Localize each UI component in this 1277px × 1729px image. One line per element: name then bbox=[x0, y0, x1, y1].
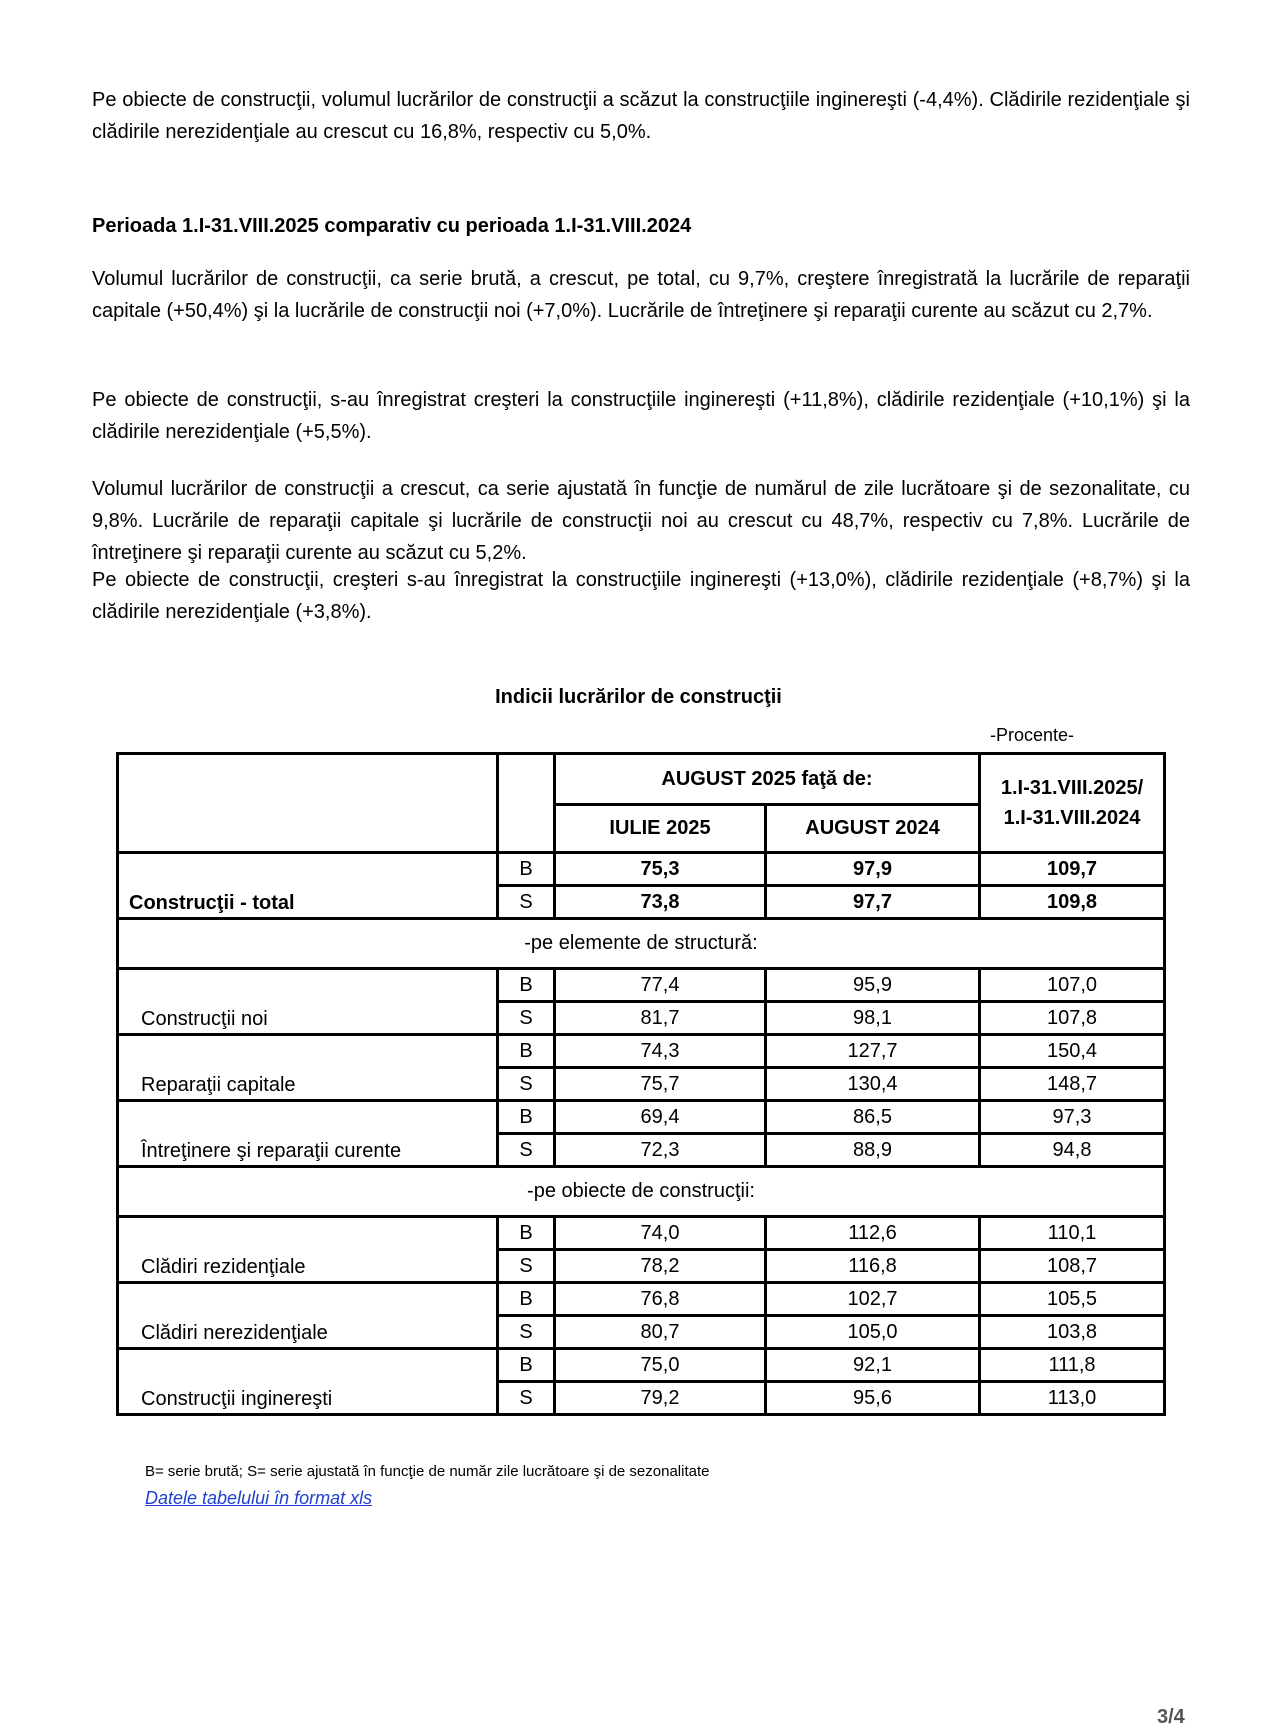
series-s: S bbox=[498, 1002, 555, 1035]
series-b: B bbox=[498, 853, 555, 886]
header-august-2024: AUGUST 2024 bbox=[766, 805, 980, 853]
cell-value: 79,2 bbox=[555, 1382, 766, 1415]
table-row bbox=[118, 1217, 1165, 1250]
table-row bbox=[118, 1101, 1165, 1134]
series-b: B bbox=[498, 1349, 555, 1382]
cell-value: 73,8 bbox=[555, 886, 766, 919]
cell-value: 150,4 bbox=[980, 1035, 1165, 1068]
cell-value: 98,1 bbox=[766, 1002, 980, 1035]
paragraph-adjusted-series: Volumul lucrărilor de construcţii a crescut, ca serie ajustată în funcţie de numărul de zile lucrătoare şi de sezonalitate, cu 9,8%. Lucrările de reparaţii capitale şi lucrările de construcţii noi au crescut cu 48,7%, respectiv cu 7,8%. Lucrările de întreţinere şi reparaţii curente au scăzut cu 5,2%. bbox=[92, 478, 1190, 564]
cell-value: 102,7 bbox=[766, 1283, 980, 1316]
cell-value: 72,3 bbox=[555, 1134, 766, 1167]
series-b: B bbox=[498, 1101, 555, 1134]
row-label-capitale: Reparaţii capitale bbox=[118, 1035, 498, 1101]
section-objects: -pe obiecte de construcţii: bbox=[118, 1167, 1165, 1217]
section-row bbox=[118, 919, 1165, 969]
paragraph-objects-adjusted: Pe obiecte de construcţii, creşteri s-au înregistrat la construcţiile inginereşti (+13,0%), clădirile rezidenţiale (+8,7%) şi la clădirile nerezidenţiale (+3,8%). bbox=[92, 569, 1190, 623]
cell-value: 103,8 bbox=[980, 1316, 1165, 1349]
cell-value: 148,7 bbox=[980, 1068, 1165, 1101]
cell-value: 97,3 bbox=[980, 1101, 1165, 1134]
cell-value: 75,7 bbox=[555, 1068, 766, 1101]
series-s: S bbox=[498, 1068, 555, 1101]
series-b: B bbox=[498, 1283, 555, 1316]
series-s: S bbox=[498, 1250, 555, 1283]
cell-value: 111,8 bbox=[980, 1349, 1165, 1382]
row-label-rezidentiale: Clădiri rezidenţiale bbox=[118, 1217, 498, 1283]
table-header-row bbox=[118, 754, 1165, 805]
series-s: S bbox=[498, 1382, 555, 1415]
paragraph-raw-series: Volumul lucrărilor de construcţii, ca serie brută, a crescut, pe total, cu 9,7%, creştere înregistrată la lucrările de reparaţii capitale (+50,4%) şi la lucrările de construcţii noi (+7,0%). Lucrările de întreţinere şi reparaţii curente au scăzut cu 2,7%. bbox=[92, 268, 1190, 322]
table-row bbox=[118, 969, 1165, 1002]
paragraph-objects-raw: Pe obiecte de construcţii, s-au înregistrat creşteri la construcţiile inginereşti (+11,8%), clădirile rezidenţiale (+10,1%) şi la clădirile nerezidenţiale (+5,5%). bbox=[92, 389, 1190, 443]
cell-value: 75,0 bbox=[555, 1349, 766, 1382]
series-s: S bbox=[498, 1316, 555, 1349]
section-heading-period: Perioada 1.I-31.VIII.2025 comparativ cu perioada 1.I-31.VIII.2024 bbox=[92, 215, 692, 237]
table-row bbox=[118, 1035, 1165, 1068]
series-b: B bbox=[498, 1035, 555, 1068]
cell-value: 113,0 bbox=[980, 1382, 1165, 1415]
cell-value: 86,5 bbox=[766, 1101, 980, 1134]
row-label-noi: Construcţii noi bbox=[118, 969, 498, 1035]
cell-value: 94,8 bbox=[980, 1134, 1165, 1167]
header-empty-label bbox=[118, 754, 498, 853]
page-number: 3/4 bbox=[1157, 1706, 1185, 1728]
header-iulie-2025: IULIE 2025 bbox=[555, 805, 766, 853]
series-s: S bbox=[498, 1134, 555, 1167]
row-label-intretinere: Întreţinere şi reparaţii curente bbox=[118, 1101, 498, 1167]
series-s: S bbox=[498, 886, 555, 919]
cell-value: 76,8 bbox=[555, 1283, 766, 1316]
cell-value: 127,7 bbox=[766, 1035, 980, 1068]
cell-value: 69,4 bbox=[555, 1101, 766, 1134]
header-cumulative: 1.I-31.VIII.2025/ 1.I-31.VIII.2024 bbox=[980, 754, 1165, 853]
cell-value: 95,9 bbox=[766, 969, 980, 1002]
section-row bbox=[118, 1167, 1165, 1217]
row-label-nerezidentiale: Clădiri nerezidenţiale bbox=[118, 1283, 498, 1349]
cell-value: 110,1 bbox=[980, 1217, 1165, 1250]
cell-value: 108,7 bbox=[980, 1250, 1165, 1283]
xls-download-link[interactable]: Datele tabelului în format xls bbox=[145, 1488, 373, 1508]
row-label-ingineresti: Construcţii inginereşti bbox=[118, 1349, 498, 1415]
table-unit: -Procente- bbox=[990, 725, 1075, 745]
header-empty-series bbox=[498, 754, 555, 853]
table-title: Indicii lucrărilor de construcţii bbox=[495, 686, 782, 708]
cell-value: 105,0 bbox=[766, 1316, 980, 1349]
cell-value: 92,1 bbox=[766, 1349, 980, 1382]
cell-value: 107,0 bbox=[980, 969, 1165, 1002]
cell-value: 78,2 bbox=[555, 1250, 766, 1283]
cell-value: 107,8 bbox=[980, 1002, 1165, 1035]
construction-index-table bbox=[116, 752, 1166, 1416]
cell-value: 116,8 bbox=[766, 1250, 980, 1283]
cell-value: 81,7 bbox=[555, 1002, 766, 1035]
table-row bbox=[118, 1283, 1165, 1316]
cell-value: 95,6 bbox=[766, 1382, 980, 1415]
section-structure: -pe elemente de structură: bbox=[118, 919, 1165, 969]
cell-value: 109,8 bbox=[980, 886, 1165, 919]
cell-value: 77,4 bbox=[555, 969, 766, 1002]
table-row bbox=[118, 853, 1165, 886]
cell-value: 112,6 bbox=[766, 1217, 980, 1250]
cell-value: 105,5 bbox=[980, 1283, 1165, 1316]
cell-value: 74,3 bbox=[555, 1035, 766, 1068]
row-label-total: Construcţii - total bbox=[118, 853, 498, 919]
cell-value: 80,7 bbox=[555, 1316, 766, 1349]
series-b: B bbox=[498, 969, 555, 1002]
cell-value: 88,9 bbox=[766, 1134, 980, 1167]
table-row bbox=[118, 1349, 1165, 1382]
cell-value: 74,0 bbox=[555, 1217, 766, 1250]
cell-value: 97,7 bbox=[766, 886, 980, 919]
cell-value: 97,9 bbox=[766, 853, 980, 886]
header-group-august: AUGUST 2025 faţă de: bbox=[555, 754, 980, 805]
table-footnote: B= serie brută; S= serie ajustată în funcţie de număr zile lucrătoare şi de sezonalitate bbox=[145, 1463, 710, 1480]
cell-value: 130,4 bbox=[766, 1068, 980, 1101]
series-b: B bbox=[498, 1217, 555, 1250]
cell-value: 75,3 bbox=[555, 853, 766, 886]
cell-value: 109,7 bbox=[980, 853, 1165, 886]
paragraph-objects-monthly: Pe obiecte de construcţii, volumul lucrărilor de construcţii a scăzut la construcţiile inginereşti (-4,4%). Clădirile rezidenţiale şi clădirile nerezidenţiale au crescut cu 16,8%, respectiv cu 5,0%. bbox=[92, 89, 1190, 143]
